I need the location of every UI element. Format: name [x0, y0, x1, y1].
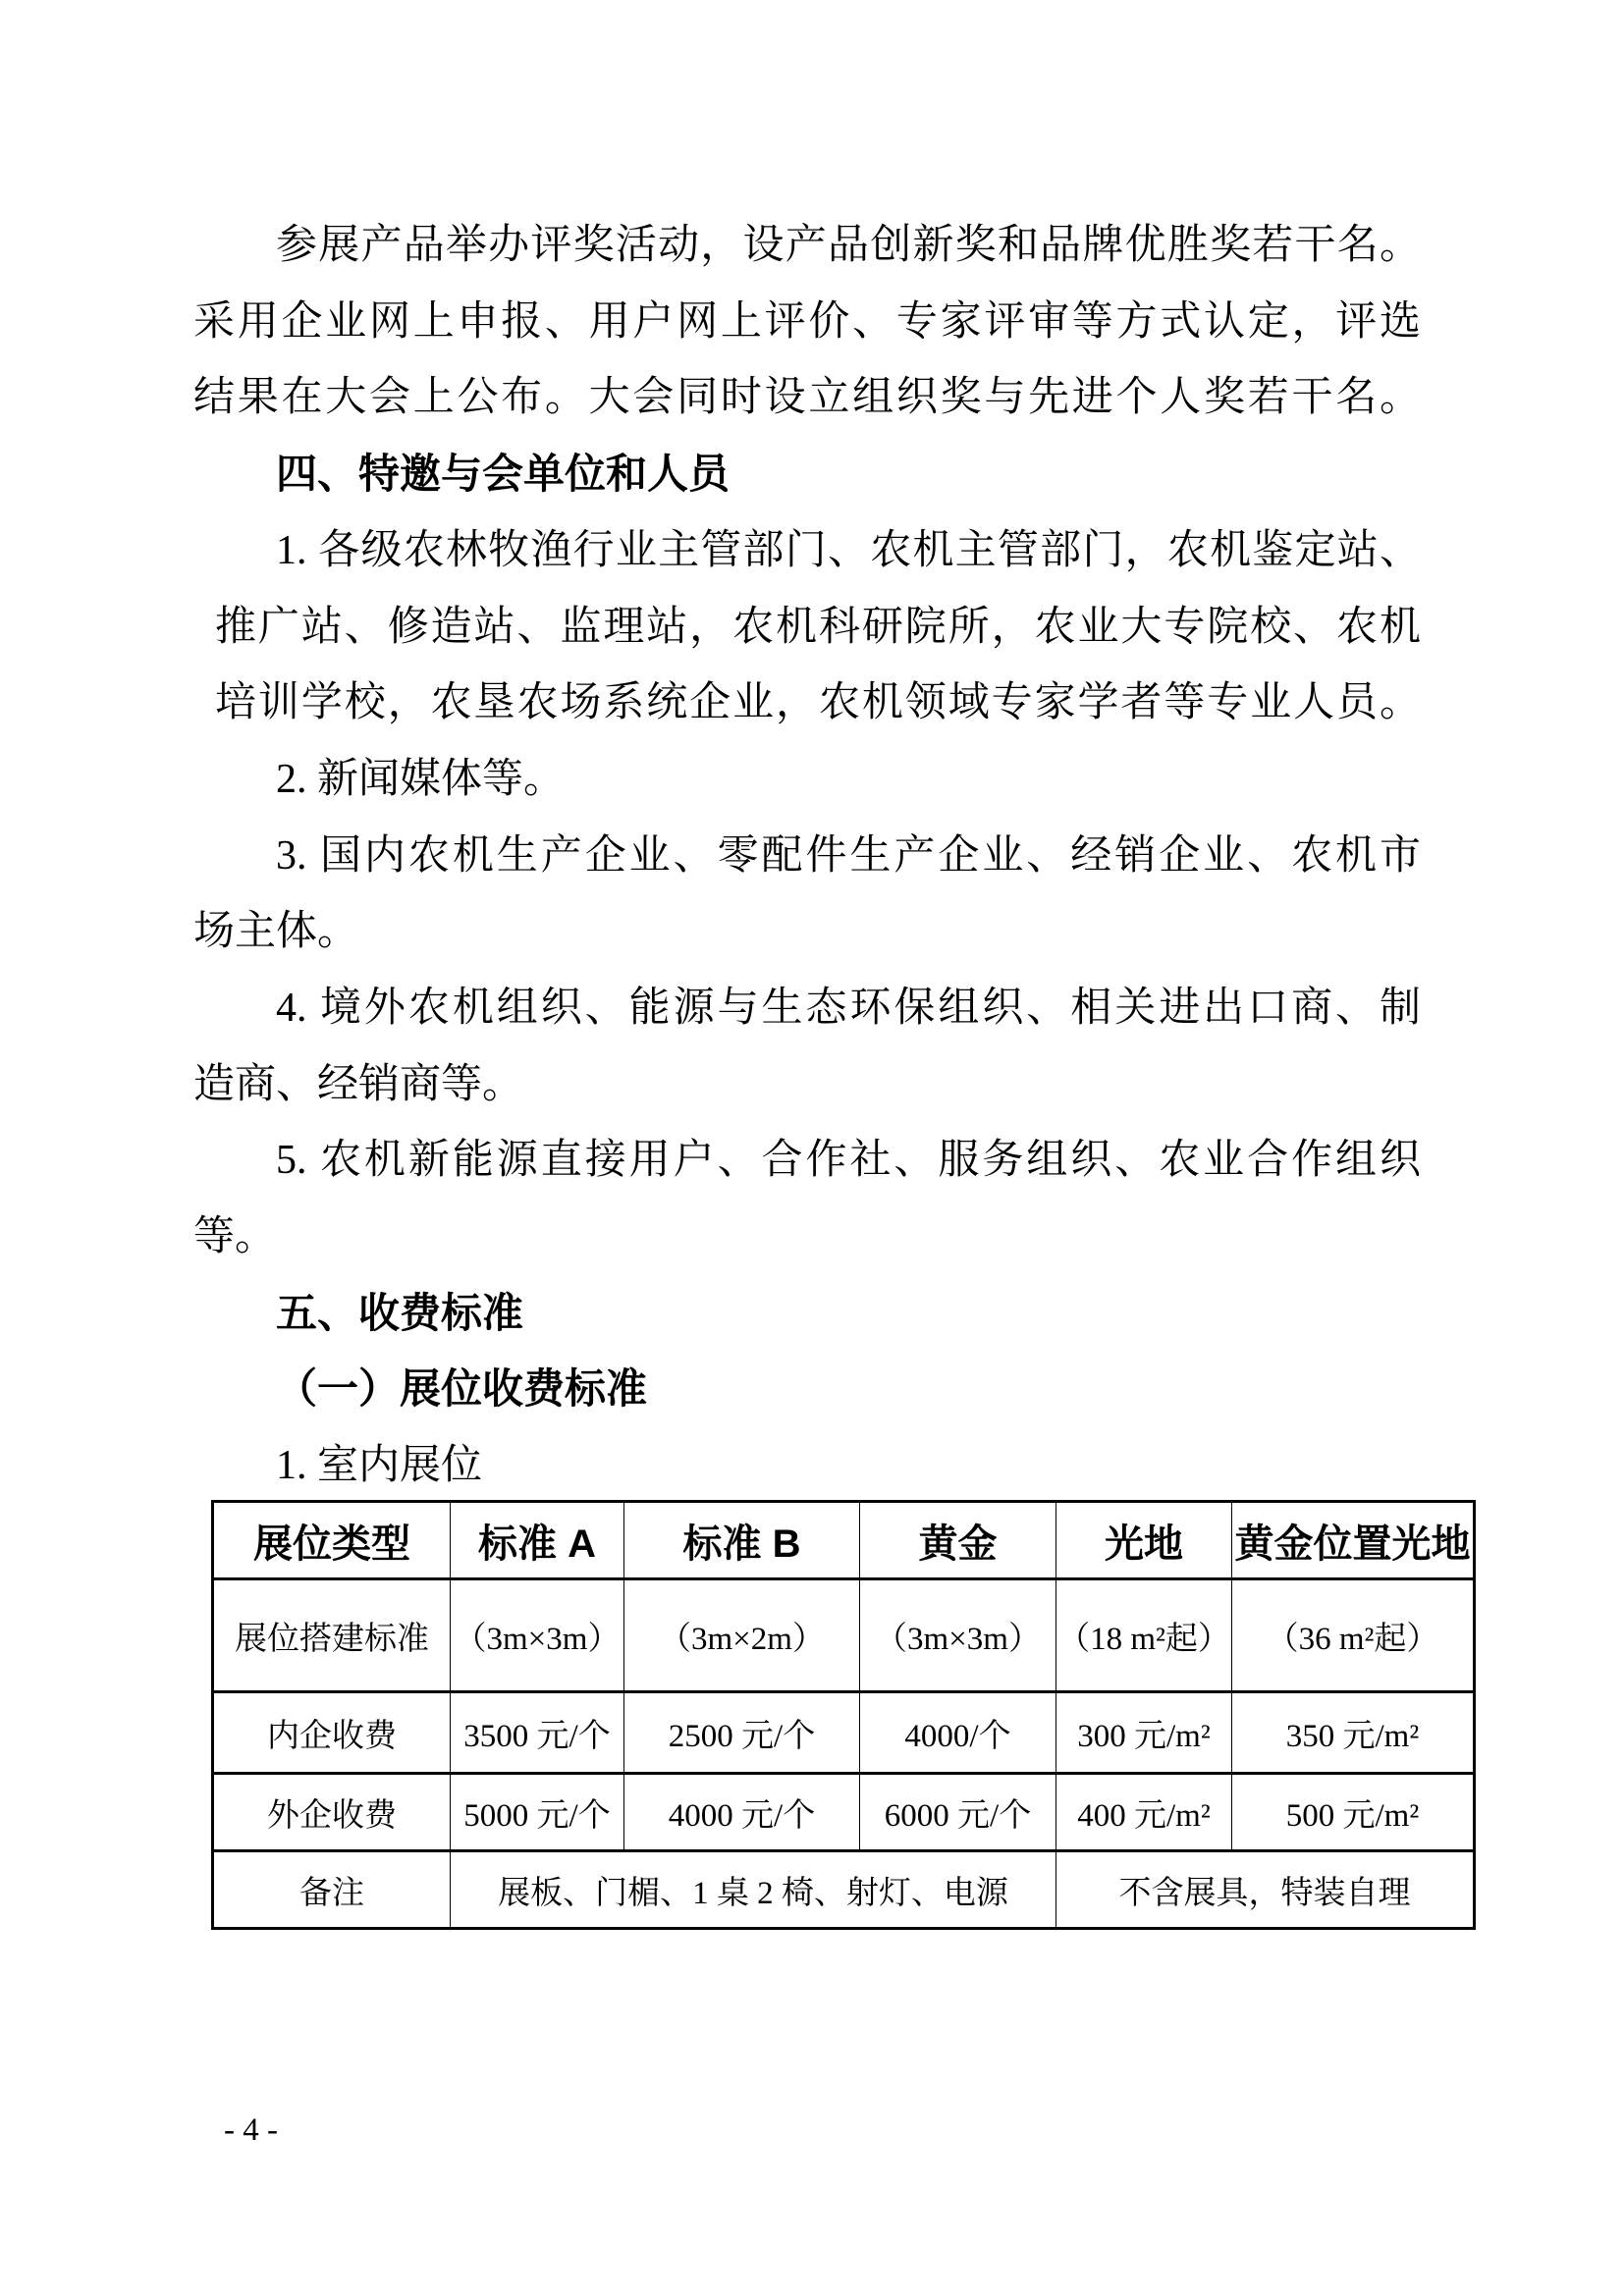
table-cell: 350 元/m²	[1232, 1692, 1475, 1774]
table-cell: 500 元/m²	[1232, 1774, 1475, 1851]
table-cell: 3500 元/个	[451, 1692, 624, 1774]
text-line: 1. 各级农林牧渔行业主管部门、农机主管部门，农机鉴定站、	[276, 527, 1421, 573]
booth-fee-table	[211, 1500, 1476, 1930]
table-cell: 300 元/m²	[1056, 1692, 1232, 1774]
text-line: 1. 室内展位	[276, 1443, 483, 1489]
table-row-label: 内企收费	[213, 1692, 451, 1774]
table-cell: 5000 元/个	[451, 1774, 624, 1851]
table-cell: （3m×3m）	[860, 1579, 1056, 1692]
table-row	[213, 1692, 1475, 1774]
table-header-cell: 展位类型	[213, 1502, 451, 1579]
section-heading: （一）展位收费标准	[276, 1366, 648, 1413]
table-cell: （18 m²起）	[1056, 1579, 1232, 1692]
text-line: 参展产品举办评奖活动，设产品创新奖和品牌优胜奖若干名。	[276, 223, 1421, 268]
text-line: 培训学校，农垦农场系统企业，农机领域专家学者等专业人员。	[215, 680, 1421, 726]
table-cell: （3m×2m）	[624, 1579, 860, 1692]
table-cell: 6000 元/个	[860, 1774, 1056, 1851]
table-row	[213, 1851, 1475, 1929]
table-cell: （36 m²起）	[1232, 1579, 1475, 1692]
table-row-label: 外企收费	[213, 1774, 451, 1851]
table-cell: 400 元/m²	[1056, 1774, 1232, 1851]
table-header-cell: 黄金	[860, 1502, 1056, 1579]
table-cell: 4000/个	[860, 1692, 1056, 1774]
text-line: 4. 境外农机组织、能源与生态环保组织、相关进出口商、制	[276, 986, 1421, 1031]
text-line: 结果在大会上公布。大会同时设立组织奖与先进个人奖若干名。	[193, 375, 1421, 421]
table-cell: 4000 元/个	[624, 1774, 860, 1851]
text-line: 采用企业网上申报、用户网上评价、专家评审等方式认定，评选	[193, 298, 1421, 345]
section-heading: 五、收费标准	[276, 1289, 524, 1336]
table-cell: （3m×3m）	[451, 1579, 624, 1692]
text-line: 2. 新闻媒体等。	[276, 756, 566, 802]
table-header-cell: 光地	[1056, 1502, 1232, 1579]
text-line: 3. 国内农机生产企业、零配件生产企业、经销企业、农机市	[276, 832, 1421, 879]
text-line: 造商、经销商等。	[193, 1061, 524, 1107]
table-row-label: 备注	[213, 1851, 451, 1929]
text-line: 场主体。	[193, 909, 359, 955]
page-number: - 4 -	[224, 2112, 278, 2148]
table-header-cell: 黄金位置光地	[1232, 1502, 1475, 1579]
table-row	[213, 1579, 1475, 1692]
text-line: 等。	[193, 1214, 277, 1260]
text-line: 推广站、修造站、监理站，农机科研院所，农业大专院校、农机	[215, 604, 1421, 650]
table-row	[213, 1774, 1475, 1851]
table-cell: 2500 元/个	[624, 1692, 860, 1774]
table-merged-cell: 不含展具，特装自理	[1056, 1851, 1475, 1929]
table-header-cell: 标准 A	[451, 1502, 624, 1579]
section-heading: 四、特邀与会单位和人员	[276, 451, 731, 498]
table-row-label: 展位搭建标准	[213, 1579, 451, 1692]
table-merged-cell: 展板、门楣、1 桌 2 椅、射灯、电源	[451, 1851, 1056, 1929]
text-line: 5. 农机新能源直接用户、合作社、服务组织、农业合作组织	[276, 1138, 1421, 1184]
table-header-row	[213, 1502, 1475, 1579]
table-header-cell: 标准 B	[624, 1502, 860, 1579]
